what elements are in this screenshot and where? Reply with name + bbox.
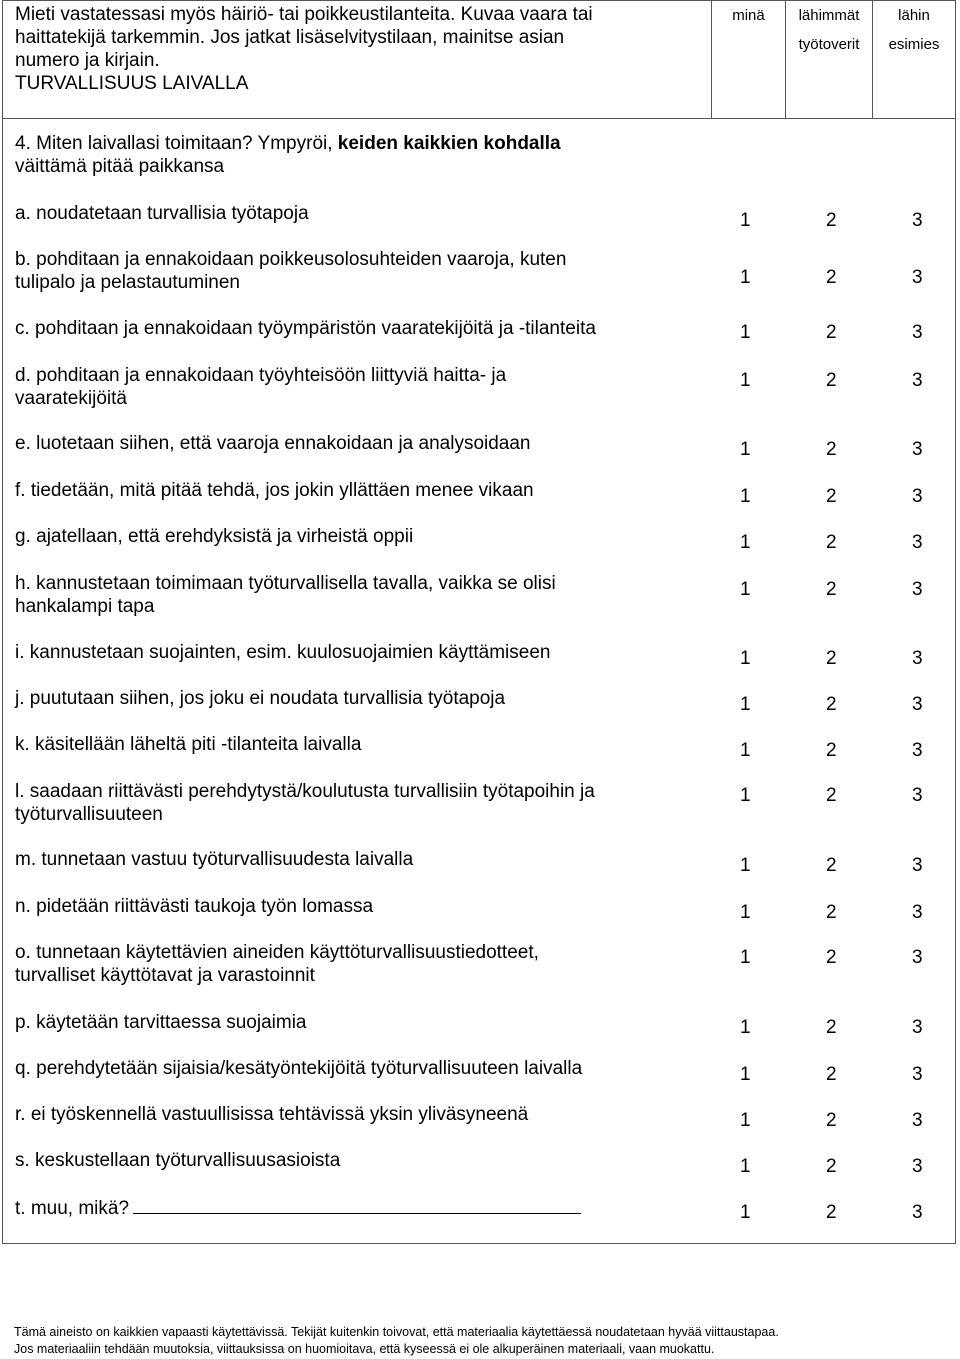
list-item: b. pohditaan ja ennakoidaan poikkeusolosuhteiden vaaroja, kuten tulipalo ja pelastautuminen — [15, 249, 567, 293]
rating-option-1[interactable]: 1 — [740, 267, 751, 288]
rating-option-3[interactable]: 3 — [912, 1017, 923, 1038]
rating-option-2[interactable]: 2 — [826, 370, 837, 391]
rating-option-2[interactable]: 2 — [826, 1110, 837, 1131]
list-item: a. noudatetaan turvallisia työtapoja — [15, 203, 309, 224]
rating-option-3[interactable]: 3 — [912, 855, 923, 876]
rating-option-2[interactable]: 2 — [826, 694, 837, 715]
rating-option-1[interactable]: 1 — [740, 1156, 751, 1177]
rating-scale[interactable] — [723, 209, 923, 239]
rating-option-1[interactable]: 1 — [740, 694, 751, 715]
rating-option-3[interactable]: 3 — [912, 648, 923, 669]
footer-note: Jos materiaaliin tehdään muutoksia, viittauksissa on huomioitava, että kyseessä ei ole alkuperäinen materiaali, vaan muokattu. — [14, 1342, 715, 1356]
rating-option-2[interactable]: 2 — [826, 579, 837, 600]
list-item: i. kannustetaan suojainten, esim. kuulosuojaimien käyttämiseen — [15, 642, 551, 663]
rating-option-3[interactable]: 3 — [912, 902, 923, 923]
rating-option-3[interactable]: 3 — [912, 947, 923, 968]
rating-option-3[interactable]: 3 — [912, 267, 923, 288]
rating-option-3[interactable]: 3 — [912, 1064, 923, 1085]
rating-option-1[interactable]: 1 — [740, 1017, 751, 1038]
list-item: s. keskustellaan työturvallisuusasioista — [15, 1150, 341, 1171]
rating-scale[interactable] — [723, 531, 923, 561]
list-item: j. puututaan siihen, jos joku ei noudata turvallisia työtapoja — [15, 688, 506, 709]
rating-option-3[interactable]: 3 — [912, 579, 923, 600]
list-item: c. pohditaan ja ennakoidaan työympäristön vaaratekijöitä ja -tilanteita — [15, 318, 596, 339]
rating-option-1[interactable]: 1 — [740, 855, 751, 876]
rating-option-3[interactable]: 3 — [912, 210, 923, 231]
rating-option-1[interactable]: 1 — [740, 579, 751, 600]
rating-option-1[interactable]: 1 — [740, 1064, 751, 1085]
rating-option-3[interactable]: 3 — [912, 322, 923, 343]
intro-text: Mieti vastatessasi myös häiriö- tai poikkeustilanteita. Kuvaa vaara tai haittatekijä tarkemmin. Jos jatkat lisäselvitystilaan, mainitse asian numero ja kirjain. — [15, 4, 593, 71]
header-divider — [3, 118, 955, 119]
rating-scale[interactable] — [723, 321, 923, 351]
rating-option-3[interactable]: 3 — [912, 740, 923, 761]
column-header-supervisor — [873, 1, 955, 59]
rating-option-3[interactable]: 3 — [912, 785, 923, 806]
rating-option-2[interactable]: 2 — [826, 1156, 837, 1177]
column-header-label: minä — [732, 7, 765, 24]
list-item: k. käsitellään läheltä piti -tilanteita laivalla — [15, 734, 362, 755]
column-header-label: työtoverit — [798, 36, 860, 53]
rating-scale[interactable] — [723, 369, 923, 399]
question-4 — [15, 132, 561, 178]
rating-scale[interactable] — [723, 901, 923, 931]
rating-option-3[interactable]: 3 — [912, 1156, 923, 1177]
list-item: l. saadaan riittävästi perehdytystä/koulutusta turvallisiin työtapoihin ja työturvallisuuteen — [15, 781, 595, 825]
other-item-label: t. muu, mikä? — [15, 1198, 130, 1219]
question-prefix: 4. Miten laivallasi toimitaan? Ympyröi, — [15, 133, 338, 154]
rating-option-1[interactable]: 1 — [740, 210, 751, 231]
rating-option-2[interactable]: 2 — [826, 267, 837, 288]
column-header-self — [712, 1, 785, 30]
footer-note: Tämä aineisto on kaikkien vapaasti käytettävissä. Tekijät kuitenkin toivovat, että materiaalia käytettäessä noudatetaan hyvää viittaustapaa. — [14, 1325, 779, 1339]
question-suffix: väittämä pitää paikkansa — [15, 156, 225, 177]
column-header-label: esimies — [888, 36, 940, 53]
rating-option-1[interactable]: 1 — [740, 648, 751, 669]
rating-scale[interactable] — [723, 854, 923, 884]
list-item: h. kannustetaan toimimaan työturvallisella tavalla, vaikka se olisi hankalampi tapa — [15, 573, 556, 617]
rating-scale[interactable] — [723, 1063, 923, 1093]
list-item: r. ei työskennellä vastuullisissa tehtävissä yksin yliväsyneenä — [15, 1104, 529, 1125]
rating-scale[interactable] — [723, 946, 923, 976]
rating-scale[interactable] — [723, 1201, 923, 1231]
rating-option-2[interactable]: 2 — [826, 947, 837, 968]
section-heading: TURVALLISUUS LAIVALLA — [15, 73, 249, 94]
rating-scale[interactable] — [723, 1016, 923, 1046]
column-header-coworkers — [786, 1, 872, 59]
rating-option-1[interactable]: 1 — [740, 947, 751, 968]
rating-scale[interactable] — [723, 739, 923, 769]
rating-option-2[interactable]: 2 — [826, 855, 837, 876]
rating-option-2[interactable]: 2 — [826, 740, 837, 761]
rating-option-1[interactable]: 1 — [740, 486, 751, 507]
rating-option-3[interactable]: 3 — [912, 439, 923, 460]
list-item: g. ajatellaan, että erehdyksistä ja virheistä oppii — [15, 526, 414, 547]
rating-option-2[interactable]: 2 — [826, 648, 837, 669]
rating-scale[interactable] — [723, 266, 923, 296]
rating-option-1[interactable]: 1 — [740, 370, 751, 391]
rating-scale[interactable] — [723, 485, 923, 515]
rating-scale[interactable] — [723, 693, 923, 723]
rating-option-2[interactable]: 2 — [826, 785, 837, 806]
rating-option-3[interactable]: 3 — [912, 370, 923, 391]
list-item — [15, 1195, 635, 1220]
list-item: e. luotetaan siihen, että vaaroja ennakoidaan ja analysoidaan — [15, 433, 531, 454]
rating-scale[interactable] — [723, 1109, 923, 1139]
rating-option-2[interactable]: 2 — [826, 322, 837, 343]
list-item: n. pidetään riittävästi taukoja työn lomassa — [15, 896, 374, 917]
rating-option-2[interactable]: 2 — [826, 486, 837, 507]
survey-table — [2, 0, 956, 1244]
list-item: d. pohditaan ja ennakoidaan työyhteisöön liittyviä haitta- ja vaaratekijöitä — [15, 365, 507, 409]
column-header-label: lähin — [898, 7, 930, 24]
rating-option-2[interactable]: 2 — [826, 1202, 837, 1223]
rating-option-1[interactable]: 1 — [740, 902, 751, 923]
rating-option-2[interactable]: 2 — [826, 210, 837, 231]
rating-option-3[interactable]: 3 — [912, 1202, 923, 1223]
rating-option-1[interactable]: 1 — [740, 532, 751, 553]
column-header-label: lähimmät — [798, 7, 860, 24]
rating-option-1[interactable]: 1 — [740, 1202, 751, 1223]
list-item: q. perehdytetään sijaisia/kesätyöntekijöitä työturvallisuuteen laivalla — [15, 1058, 583, 1079]
list-item: f. tiedetään, mitä pitää tehdä, jos jokin yllättäen menee vikaan — [15, 480, 534, 501]
rating-option-2[interactable]: 2 — [826, 532, 837, 553]
rating-option-1[interactable]: 1 — [740, 740, 751, 761]
rating-option-1[interactable]: 1 — [740, 785, 751, 806]
list-item: m. tunnetaan vastuu työturvallisuudesta laivalla — [15, 849, 414, 870]
question-emphasis: keiden kaikkien kohdalla — [337, 133, 561, 154]
rating-option-3[interactable]: 3 — [912, 486, 923, 507]
rating-scale[interactable] — [723, 1155, 923, 1185]
list-item: p. käytetään tarvittaessa suojaimia — [15, 1012, 307, 1033]
other-item-answer-line[interactable] — [133, 1195, 581, 1214]
rating-option-1[interactable]: 1 — [740, 439, 751, 460]
list-item: o. tunnetaan käytettävien aineiden käyttöturvallisuustiedotteet, turvalliset käyttötavat ja varastoinnit — [15, 942, 539, 986]
rating-option-3[interactable]: 3 — [912, 694, 923, 715]
rating-scale[interactable] — [723, 578, 923, 608]
rating-scale[interactable] — [723, 438, 923, 468]
rating-option-1[interactable]: 1 — [740, 322, 751, 343]
rating-option-3[interactable]: 3 — [912, 1110, 923, 1131]
rating-option-2[interactable]: 2 — [826, 902, 837, 923]
rating-scale[interactable] — [723, 647, 923, 677]
rating-option-2[interactable]: 2 — [826, 439, 837, 460]
rating-option-2[interactable]: 2 — [826, 1017, 837, 1038]
rating-option-1[interactable]: 1 — [740, 1110, 751, 1131]
rating-option-3[interactable]: 3 — [912, 532, 923, 553]
rating-option-2[interactable]: 2 — [826, 1064, 837, 1085]
rating-scale[interactable] — [723, 784, 923, 814]
intro-block — [15, 3, 615, 95]
